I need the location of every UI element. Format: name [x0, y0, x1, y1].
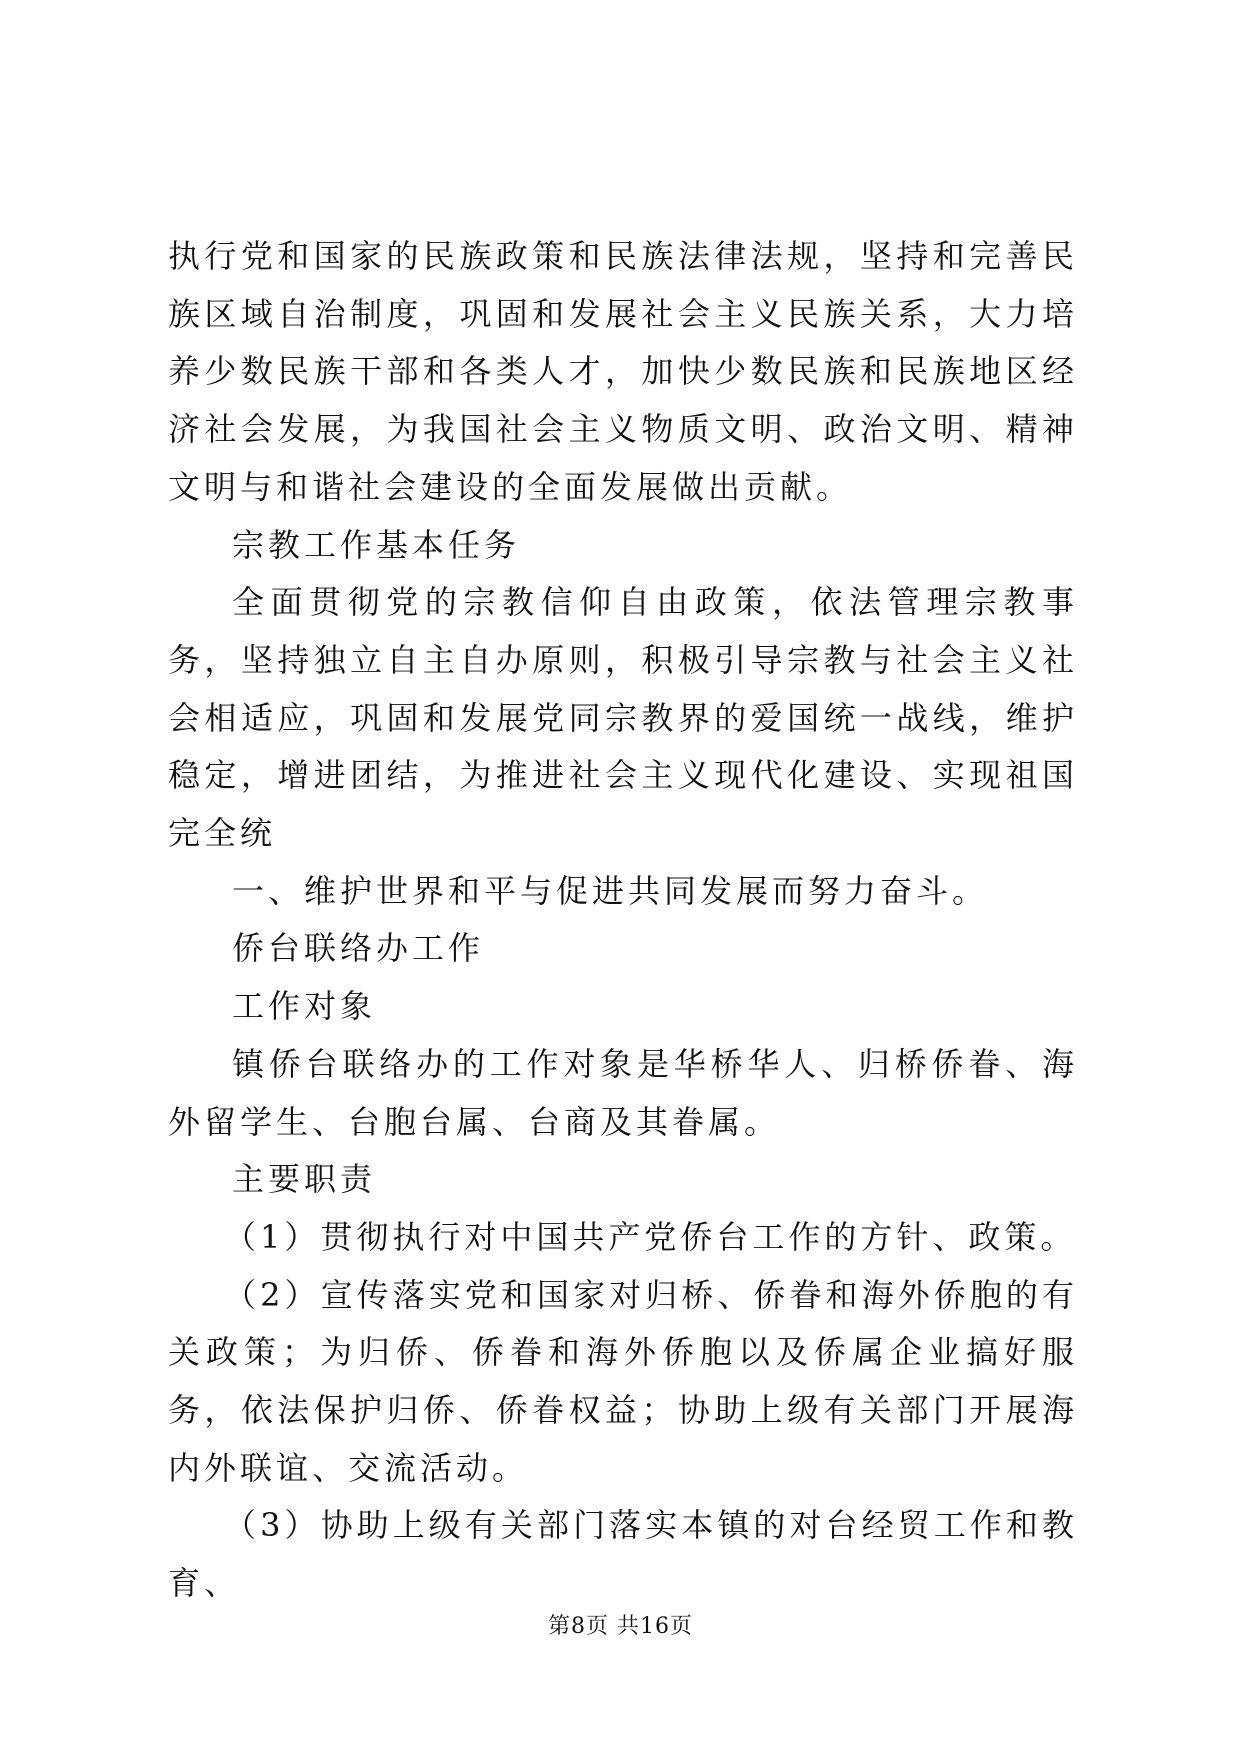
duty-item-1: （1）贯彻执行对中国共产党侨台工作的方针、政策。 [224, 1217, 1077, 1256]
heading-religious-work-tasks: 宗教工作基本任务 [232, 525, 521, 564]
heading-work-targets: 工作对象 [232, 987, 377, 1026]
heading-overseas-taiwan-office: 侨台联络办工作 [232, 929, 485, 968]
paragraph-world-peace: 一、维护世界和平与促进共同发展而努力奋斗。 [232, 871, 989, 910]
paragraph-religious-policy: 全面贯彻党的宗教信仰自由政策，依法管理宗教事务，坚持独立自主自办原则，积极引导宗教与社会主义社会相适应，巩固和发展党同宗教界的爱国统一战线，维护稳定，增进团结，为推进社会主义现代化建设、实现祖国完全统 [168, 583, 1078, 853]
duty-item-2: （2）宣传落实党和国家对归桥、侨眷和海外侨胞的有关政策；为归侨、侨眷和海外侨胞以及侨属企业搞好服务，依法保护归侨、侨眷权益；协助上级有关部门开展海内外联谊、交流活动。 [168, 1275, 1078, 1487]
duty-item-3: （3）协助上级有关部门落实本镇的对台经贸工作和教育、 [168, 1506, 1078, 1603]
heading-main-duties: 主要职责 [232, 1160, 377, 1199]
document-body [168, 228, 1078, 1613]
paragraph-ethnic-policy: 执行党和国家的民族政策和民族法律法规，坚持和完善民族区域自治制度，巩固和发展社会主义民族关系，大力培养少数民族干部和各类人才，加快少数民族和民族地区经济社会发展，为我国社会主义物质文明、政治文明、精神文明与和谐社会建设的全面发展做出贡献。 [168, 237, 1078, 506]
paragraph-work-targets: 镇侨台联络办的工作对象是华桥华人、归桥侨眷、海外留学生、台胞台属、台商及其眷属。 [168, 1044, 1078, 1141]
page-number-footer: 第8页 共16页 [548, 1614, 693, 1639]
